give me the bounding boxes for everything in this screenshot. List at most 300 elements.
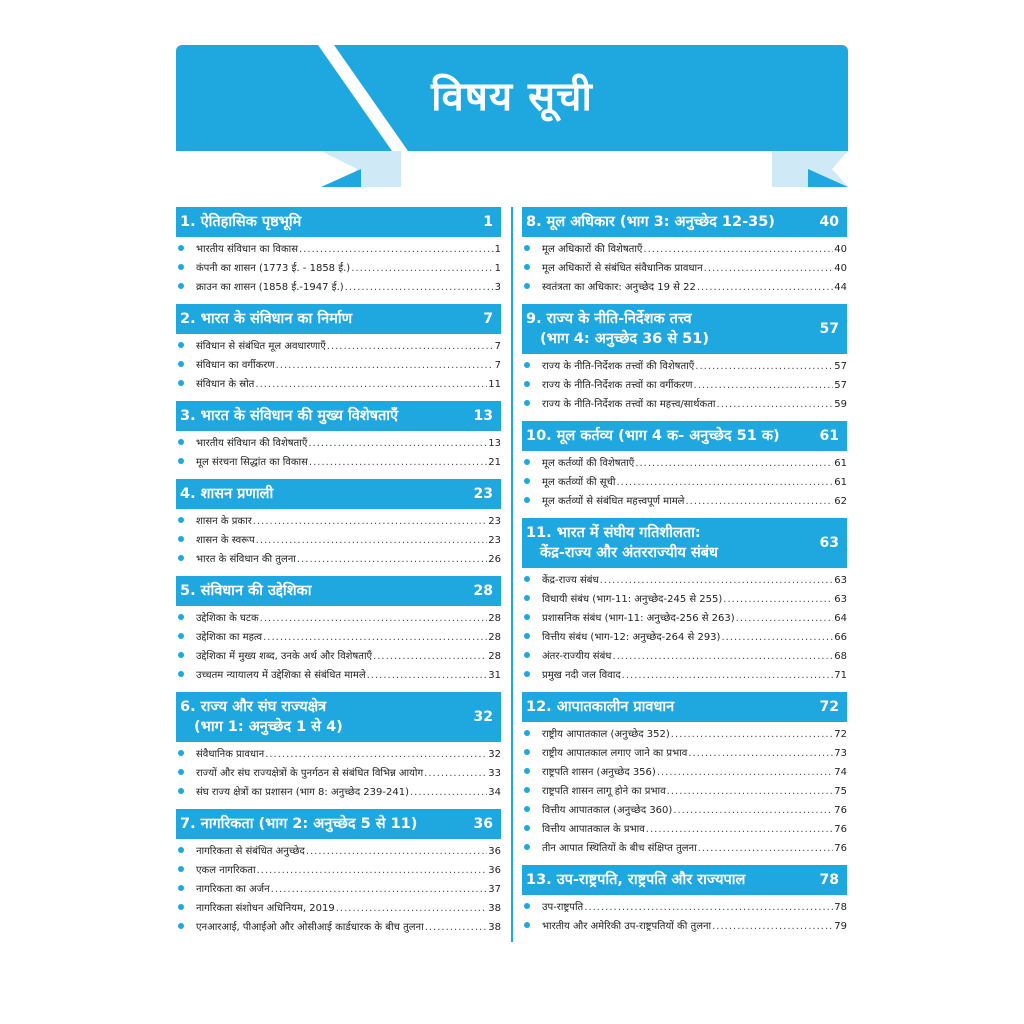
toc-entry-page: 3: [494, 282, 501, 293]
bullet-icon: [178, 904, 184, 910]
toc-entry-page: 11: [488, 379, 501, 390]
bullet-icon: [524, 903, 530, 909]
dot-leader: [255, 379, 487, 390]
bullet-icon: [524, 614, 530, 620]
dot-leader: [265, 749, 487, 760]
dot-leader: [721, 632, 833, 643]
section-title: [180, 581, 468, 601]
section-item-list: [522, 722, 847, 865]
section-title-line: 6. राज्य और संघ राज्यक्षेत्र: [180, 699, 327, 715]
bullet-icon: [524, 652, 530, 658]
section-title: [526, 426, 814, 446]
toc-entry-text: राज्य के नीति-निर्देशक तत्त्वों का महत्त्व/सार्थकता: [542, 399, 716, 410]
toc-entry-page: 57: [834, 380, 847, 391]
bullet-icon: [178, 245, 184, 251]
section-item-list: [522, 451, 847, 518]
section-page-number: 23: [473, 486, 493, 502]
section-heading[interactable]: [176, 401, 501, 431]
dot-leader: [643, 244, 833, 255]
toc-entry[interactable]: [522, 396, 847, 415]
toc-entry[interactable]: [176, 357, 501, 376]
section-title-line: 9. राज्य के नीति-निर्देशक तत्त्व: [526, 311, 692, 327]
bullet-icon: [524, 400, 530, 406]
section-page-number: 7: [483, 311, 493, 327]
bullet-icon: [178, 923, 184, 929]
toc-entry-text: शासन के प्रकार: [196, 516, 252, 527]
toc-entry-text: केंद्र-राज्य संबंध: [542, 575, 599, 586]
dot-leader: [410, 787, 487, 798]
toc-entry[interactable]: [522, 667, 847, 686]
bullet-icon: [178, 342, 184, 348]
bullet-icon: [178, 652, 184, 658]
dot-leader: [345, 282, 494, 293]
bullet-icon: [524, 595, 530, 601]
bullet-icon: [524, 576, 530, 582]
toc-entry-page: 1: [494, 263, 501, 274]
bullet-icon: [524, 787, 530, 793]
dot-leader: [424, 768, 487, 779]
toc-entry-page: 21: [488, 457, 501, 468]
toc-entry[interactable]: [176, 746, 501, 765]
toc-entry[interactable]: [522, 802, 847, 821]
dot-leader: [612, 651, 833, 662]
section-heading[interactable]: [176, 207, 501, 237]
toc-entry-text: भारतीय और अमेरिकी उप-राष्ट्रपतियों की तुलना: [542, 921, 712, 932]
toc-entry[interactable]: [522, 279, 847, 298]
section-item-list: [522, 237, 847, 304]
toc-entry-page: 7: [494, 360, 501, 371]
section-page-number: 32: [473, 709, 493, 725]
toc-entry[interactable]: [176, 881, 501, 900]
section-heading[interactable]: [522, 207, 847, 237]
section-title: [526, 212, 814, 232]
toc-entry-text: मूल अधिकारों से संबंधित संवैधानिक प्रावधान: [542, 263, 703, 274]
toc-entry-text: मूल कर्तव्यों की सूची: [542, 477, 616, 488]
toc-entry-page: 23: [488, 535, 501, 546]
section-item-list: [522, 568, 847, 692]
bullet-icon: [178, 788, 184, 794]
toc-entry-page: 36: [488, 846, 501, 857]
toc-entry-page: 74: [834, 767, 847, 778]
bullet-icon: [178, 866, 184, 872]
section-title-line: 3. भारत के संविधान की मुख्य विशेषताएँ: [180, 408, 399, 424]
toc-entry-page: 76: [834, 824, 847, 835]
dot-leader: [256, 535, 488, 546]
toc-entry-text: मूल अधिकारों की विशेषताएँ: [542, 244, 643, 255]
bullet-icon: [178, 671, 184, 677]
toc-column-right: [522, 207, 847, 943]
dot-leader: [646, 824, 833, 835]
section-title: [180, 406, 468, 426]
toc-entry[interactable]: [176, 900, 501, 919]
dot-leader: [336, 903, 488, 914]
toc-entry[interactable]: [522, 648, 847, 667]
section-title-line2: केंद्र-राज्य और अंतरराज्यीय संबंध: [540, 545, 718, 561]
toc-entry[interactable]: [176, 532, 501, 551]
toc-entry-text: भारतीय संविधान की विशेषताएँ: [196, 438, 308, 449]
section-title: [180, 309, 477, 329]
section-page-number: 61: [819, 428, 839, 444]
section-page-number: 36: [473, 816, 493, 832]
section-heading[interactable]: [522, 421, 847, 451]
toc-entry-text: मूल कर्तव्यों से संबंधित महत्त्वपूर्ण मामले: [542, 496, 685, 507]
toc-entry-text: उद्देशिका का महत्व: [196, 632, 263, 643]
bullet-icon: [178, 536, 184, 542]
toc-entry-text: अंतर-राज्यीय संबंध: [542, 651, 612, 662]
dot-leader: [260, 613, 488, 624]
toc-entry-page: 32: [488, 749, 501, 760]
section-title-line2: (भाग 1: अनुच्छेद 1 से 4): [194, 719, 343, 735]
toc-entry-page: 63: [834, 594, 847, 605]
dot-leader: [327, 341, 494, 352]
toc-entry[interactable]: [522, 629, 847, 648]
toc-entry-text: एनआरआई, पीआईओ और ओसीआई कार्डधारक के बीच तुलना: [196, 922, 424, 933]
dot-leader: [616, 477, 833, 488]
toc-entry-text: संविधान के स्रोत: [196, 379, 255, 390]
section-page-number: 1: [483, 214, 493, 230]
page-title: विषय सूची: [431, 73, 593, 120]
section-title-line: 8. मूल अधिकार (भाग 3: अनुच्छेद 12-35): [526, 214, 775, 230]
section-heading[interactable]: [176, 479, 501, 509]
section-title-line2: (भाग 4: अनुच्छेद 36 से 51): [540, 331, 709, 347]
section-heading[interactable]: [176, 576, 501, 606]
section-page-number: 63: [819, 535, 839, 551]
dot-leader: [704, 263, 834, 274]
section-title-line: 11. भारत में संघीय गतिशीलता:: [526, 525, 701, 541]
bullet-icon: [178, 439, 184, 445]
toc-entry-page: 63: [834, 575, 847, 586]
toc-entry-page: 7: [494, 341, 501, 352]
toc-entry[interactable]: [522, 821, 847, 840]
toc-entry-text: राष्ट्रीय आपातकाल (अनुच्छेद 352): [542, 729, 670, 740]
section-page-number: 78: [819, 872, 839, 888]
toc-entry[interactable]: [522, 745, 847, 764]
toc-entry-text: उद्देशिका में मुख्य शब्द, उनके अर्थ और विशेषताएँ: [196, 651, 373, 662]
section-heading[interactable]: [522, 692, 847, 722]
toc-entry[interactable]: [176, 765, 501, 784]
toc-entry-page: 28: [488, 613, 501, 624]
section-title: [180, 697, 468, 737]
section-page-number: 13: [473, 408, 493, 424]
dot-leader: [308, 438, 487, 449]
dot-leader: [276, 360, 494, 371]
toc-entry-text: प्रमुख नदी जल विवाद: [542, 670, 621, 681]
toc-entry-text: भारत के संविधान की तुलना: [196, 554, 296, 565]
toc-entry[interactable]: [522, 764, 847, 783]
dot-leader: [351, 263, 493, 274]
toc-entry-text: मूल कर्तव्यों की विशेषताएँ: [542, 458, 635, 469]
toc-entry[interactable]: [176, 551, 501, 570]
section-page-number: 72: [819, 699, 839, 715]
toc-entry-page: 71: [834, 670, 847, 681]
toc-entry-text: संवैधानिक प्रावधान: [196, 749, 265, 760]
toc-entry-text: मूल संरचना सिद्धांत का विकास: [196, 457, 308, 468]
dot-leader: [657, 767, 833, 778]
toc-entry[interactable]: [522, 377, 847, 396]
section-page-number: 57: [819, 321, 839, 337]
bullet-icon: [524, 825, 530, 831]
toc-entry[interactable]: [522, 241, 847, 260]
toc-entry-page: 73: [834, 748, 847, 759]
section-item-list: [176, 606, 501, 692]
toc-entry-page: 62: [834, 496, 847, 507]
toc-entry[interactable]: [176, 784, 501, 803]
toc-entry-text: राष्ट्रपति शासन लागू होने का प्रभाव: [542, 786, 666, 797]
toc-entry-page: 44: [834, 282, 847, 293]
section-title-line: 2. भारत के संविधान का निर्माण: [180, 311, 353, 327]
section-heading[interactable]: [176, 692, 501, 742]
bullet-icon: [178, 614, 184, 620]
bullet-icon: [524, 459, 530, 465]
section-title: [180, 212, 477, 232]
toc-entry[interactable]: [176, 862, 501, 881]
section-item-list: [176, 334, 501, 401]
dot-leader: [306, 846, 487, 857]
bullet-icon: [178, 750, 184, 756]
toc-entry-text: वित्तीय आपातकाल (अनुच्छेद 360): [542, 805, 673, 816]
toc-entry[interactable]: [176, 513, 501, 532]
toc-entry-text: संविधान का वर्गीकरण: [196, 360, 275, 371]
section-page-number: 40: [819, 214, 839, 230]
bullet-icon: [178, 517, 184, 523]
toc-entry-text: कंपनी का शासन (1773 ई. - 1858 ई.): [196, 263, 351, 274]
dot-leader: [697, 282, 833, 293]
toc-entry[interactable]: [176, 919, 501, 938]
toc-entry[interactable]: [522, 840, 847, 859]
section-title: [526, 870, 814, 890]
bullet-icon: [524, 922, 530, 928]
toc-entry-page: 37: [488, 884, 501, 895]
toc-entry[interactable]: [522, 455, 847, 474]
toc-entry-page: 28: [488, 651, 501, 662]
toc-entry-page: 68: [834, 651, 847, 662]
toc-entry[interactable]: [176, 454, 501, 473]
toc-entry-page: 38: [488, 903, 501, 914]
section-title: [526, 309, 814, 349]
toc-entry-page: 34: [488, 787, 501, 798]
bullet-icon: [178, 769, 184, 775]
toc-entry[interactable]: [522, 918, 847, 937]
toc-entry-text: भारतीय संविधान का विकास: [196, 244, 298, 255]
section-item-list: [176, 509, 501, 576]
toc-entry-text: एकल नागरिकता: [196, 865, 256, 876]
bullet-icon: [524, 768, 530, 774]
toc-entry[interactable]: [176, 648, 501, 667]
dot-leader: [263, 632, 487, 643]
section-title-line: 13. उप-राष्ट्रपति, राष्ट्रपति और राज्यपाल: [526, 872, 746, 888]
dot-leader: [671, 729, 833, 740]
dot-leader: [600, 575, 834, 586]
toc-entry-page: 64: [834, 613, 847, 624]
toc-entry[interactable]: [522, 899, 847, 918]
toc-entry[interactable]: [176, 843, 501, 862]
toc-entry-text: वित्तीय आपातकाल के प्रभाव: [542, 824, 645, 835]
dot-leader: [297, 554, 487, 565]
toc-entry-page: 23: [488, 516, 501, 527]
toc-entry-page: 78: [834, 902, 847, 913]
toc-entry-page: 36: [488, 865, 501, 876]
toc-entry-text: राज्य के नीति-निर्देशक तत्त्वों का वर्गीकरण: [542, 380, 693, 391]
bullet-icon: [178, 283, 184, 289]
bullet-icon: [524, 497, 530, 503]
toc-entry-page: 57: [834, 361, 847, 372]
toc-entry-text: राष्ट्रपति शासन (अनुच्छेद 356): [542, 767, 656, 778]
bullet-icon: [178, 885, 184, 891]
toc-entry[interactable]: [176, 610, 501, 629]
dot-leader: [425, 922, 488, 933]
dot-leader: [685, 496, 833, 507]
dot-leader: [717, 399, 834, 410]
bullet-icon: [178, 555, 184, 561]
dot-leader: [723, 594, 833, 605]
toc-entry-page: 59: [834, 399, 847, 410]
toc-entry[interactable]: [176, 667, 501, 686]
toc-entry-text: क्राउन का शासन (1858 ई.-1947 ई.): [196, 282, 344, 293]
toc-entry[interactable]: [522, 474, 847, 493]
section-heading[interactable]: [522, 304, 847, 354]
section-item-list: [522, 354, 847, 421]
toc-entry-text: संघ राज्य क्षेत्रों का प्रशासन (भाग 8: अनुच्छेद 239-241): [196, 787, 409, 798]
bullet-icon: [524, 671, 530, 677]
toc-entry-text: विधायी संबंध (भाग-11: अनुच्छेद-245 से 255): [542, 594, 723, 605]
dot-leader: [253, 516, 487, 527]
banner-ribbon-right: [772, 151, 848, 187]
bullet-icon: [178, 847, 184, 853]
toc-entry[interactable]: [176, 279, 501, 298]
bullet-icon: [178, 264, 184, 270]
dot-leader: [667, 786, 834, 797]
toc-entry-page: 40: [834, 263, 847, 274]
toc-entry-page: 40: [834, 244, 847, 255]
bullet-icon: [524, 806, 530, 812]
dot-leader: [299, 244, 494, 255]
bullet-icon: [178, 633, 184, 639]
toc-entry[interactable]: [522, 783, 847, 802]
dot-leader: [367, 670, 488, 681]
toc-entry-page: 13: [488, 438, 501, 449]
toc-entry-text: उप-राष्ट्रपति: [542, 902, 584, 913]
toc-entry[interactable]: [522, 591, 847, 610]
toc-entry-text: राज्य के नीति-निर्देशक तत्त्वों की विशेषताएँ: [542, 361, 695, 372]
dot-leader: [694, 380, 834, 391]
title-banner: [176, 45, 848, 151]
toc-entry[interactable]: [522, 358, 847, 377]
bullet-icon: [524, 362, 530, 368]
toc-entry-page: 38: [488, 922, 501, 933]
bullet-icon: [524, 730, 530, 736]
toc-entry-text: संविधान से संबंधित मूल अवधारणाएँ: [196, 341, 326, 352]
toc-entry-page: 76: [834, 843, 847, 854]
toc-column-left: [176, 207, 501, 944]
toc-entry[interactable]: [522, 572, 847, 591]
section-title-line: 7. नागरिकता (भाग 2: अनुच्छेद 5 से 11): [180, 816, 418, 832]
toc-entry-page: 61: [834, 477, 847, 488]
dot-leader: [271, 884, 488, 895]
toc-entry-page: 61: [834, 458, 847, 469]
bullet-icon: [524, 381, 530, 387]
dot-leader: [584, 902, 833, 913]
dot-leader: [373, 651, 487, 662]
bullet-icon: [178, 361, 184, 367]
toc-entry-page: 76: [834, 805, 847, 816]
toc-entry[interactable]: [176, 260, 501, 279]
toc-entry-text: उद्देशिका के घटक: [196, 613, 259, 624]
section-title-line: 10. मूल कर्तव्य (भाग 4 क- अनुच्छेद 51 क): [526, 428, 780, 444]
section-title-line: 1. ऐतिहासिक पृष्ठभूमि: [180, 214, 302, 230]
dot-leader: [635, 458, 833, 469]
toc-entry[interactable]: [522, 493, 847, 512]
toc-entry-text: नागरिकता का अर्जन: [196, 884, 270, 895]
section-title-line: 12. आपातकालीन प्रावधान: [526, 699, 675, 715]
toc-entry-text: उच्चतम न्यायालय में उद्देशिका से संबंधित मामले: [196, 670, 366, 681]
bullet-icon: [178, 458, 184, 464]
section-heading[interactable]: [522, 865, 847, 895]
toc-entry[interactable]: [176, 338, 501, 357]
dot-leader: [698, 843, 834, 854]
dot-leader: [695, 361, 833, 372]
toc-entry[interactable]: [176, 629, 501, 648]
section-item-list: [176, 742, 501, 809]
dot-leader: [673, 805, 833, 816]
toc-entry-text: वित्तीय संबंध (भाग-12: अनुच्छेद-264 से 293): [542, 632, 721, 643]
toc-entry[interactable]: [176, 376, 501, 395]
toc-entry-text: नागरिकता संशोधन अधिनियम, 2019: [196, 903, 335, 914]
section-heading[interactable]: [176, 304, 501, 334]
bullet-icon: [524, 283, 530, 289]
section-title-line: 5. संविधान की उद्देशिका: [180, 583, 312, 599]
column-divider: [511, 207, 513, 942]
dot-leader: [736, 613, 834, 624]
toc-entry-text: राष्ट्रीय आपातकाल लगाए जाने का प्रभाव: [542, 748, 688, 759]
toc-entry-page: 66: [834, 632, 847, 643]
bullet-icon: [524, 844, 530, 850]
toc-entry-text: शासन के स्वरूप: [196, 535, 255, 546]
section-item-list: [176, 839, 501, 944]
section-item-list: [522, 895, 847, 943]
toc-entry[interactable]: [522, 260, 847, 279]
section-title: [180, 484, 468, 504]
bullet-icon: [524, 264, 530, 270]
toc-entry-text: प्रशासनिक संबंध (भाग-11: अनुच्छेद-256 से 263): [542, 613, 735, 624]
toc-entry-page: 79: [834, 921, 847, 932]
toc-entry[interactable]: [522, 610, 847, 629]
toc-entry-text: स्वतंत्रता का अधिकार: अनुच्छेद 19 से 22: [542, 282, 696, 293]
toc-entry-page: 28: [488, 632, 501, 643]
dot-leader: [309, 457, 487, 468]
bullet-icon: [524, 749, 530, 755]
toc-entry-text: नागरिकता से संबंधित अनुच्छेद: [196, 846, 305, 857]
toc-entry-page: 72: [834, 729, 847, 740]
toc-entry-text: राज्यों और संघ राज्यक्षेत्रों के पुनर्गठन से संबंधित विभिन्न आयोग: [196, 768, 424, 779]
banner-ribbon-left: [321, 151, 401, 187]
toc-entry[interactable]: [522, 726, 847, 745]
toc-entry[interactable]: [176, 435, 501, 454]
dot-leader: [257, 865, 488, 876]
toc-entry[interactable]: [176, 241, 501, 260]
bullet-icon: [524, 633, 530, 639]
dot-leader: [622, 670, 834, 681]
bullet-icon: [524, 478, 530, 484]
section-title: [180, 814, 468, 834]
toc-entry-page: 31: [488, 670, 501, 681]
section-title: [526, 697, 814, 717]
section-heading[interactable]: [522, 518, 847, 568]
section-heading[interactable]: [176, 809, 501, 839]
section-item-list: [176, 431, 501, 479]
section-title: [526, 523, 814, 563]
section-title-line: 4. शासन प्रणाली: [180, 486, 274, 502]
toc-entry-page: 1: [494, 244, 501, 255]
